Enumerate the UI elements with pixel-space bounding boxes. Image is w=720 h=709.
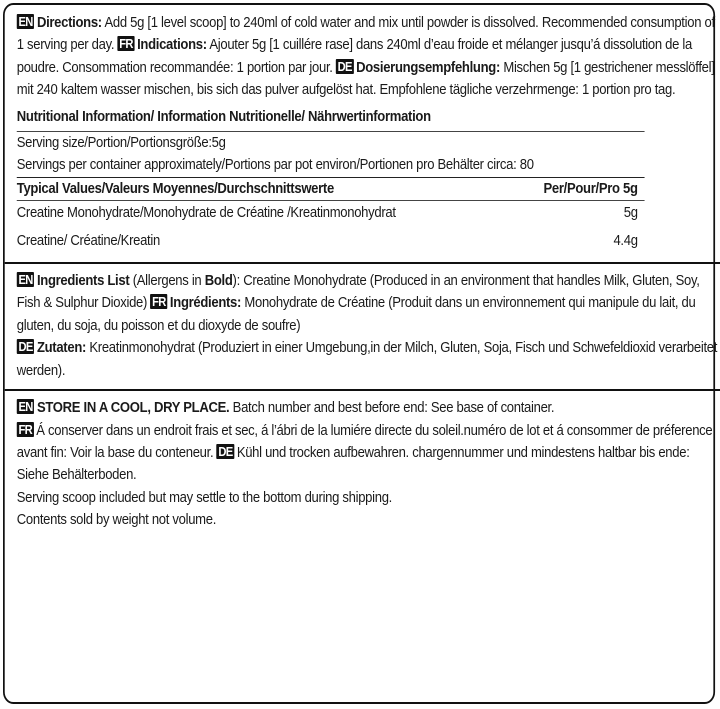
serving-size: Serving size/Portion/Portionsgröße:5g xyxy=(16,134,226,152)
storage-paragraph xyxy=(17,397,720,531)
ingredients-heading-fr: Ingrédients: xyxy=(169,294,242,312)
directions-heading-fr: Indications: xyxy=(137,36,207,54)
directions-heading-de: Dosierungsempfehlung: xyxy=(356,58,501,76)
directions-text-en: Add 5g [1 level scoop] to 240ml of cold water and mix until powder is dissolved. Recommended consumption of 1 serving per day. xyxy=(16,14,715,54)
ingredients-heading-en: Ingredients List xyxy=(36,272,130,290)
row-value: 5g xyxy=(623,204,638,222)
de-language-badge: DE xyxy=(18,339,33,355)
de-language-badge: DE xyxy=(337,58,352,74)
directions-paragraph xyxy=(17,12,720,102)
nutrition-title: Nutritional Information/ Information Nutritionelle/ Nährwertinformation xyxy=(16,107,431,125)
table-row xyxy=(17,202,645,224)
row-value: 4.4g xyxy=(613,231,638,249)
allergen-note-bold: Bold xyxy=(204,272,233,290)
weight-note: Contents sold by weight not volume. xyxy=(16,511,217,529)
table-header-rule xyxy=(17,200,645,201)
directions-heading-en: Directions: xyxy=(36,14,102,31)
de-language-badge: DE xyxy=(218,443,233,459)
fr-language-badge: FR xyxy=(152,294,166,310)
ingredients-text-en: Creatine Monohydrate (Produced in an environment that handles Milk, Gluten, Soy, Fish & Sulphur Dioxide) xyxy=(16,272,700,312)
allergen-note-open: (Allergens in xyxy=(129,272,205,290)
scoop-note: Serving scoop included but may settle to the bottom during shipping. xyxy=(16,488,393,506)
fr-language-badge: FR xyxy=(119,36,133,52)
storage-text-en: Batch number and best before end: See base of container. xyxy=(232,399,555,417)
ingredients-text-fr: Monohydrate de Créatine (Produit dans un environnement qui manipule du lait, du gluten, du soja, du poisson et du dioxyde de soufre) xyxy=(16,294,696,334)
en-language-badge: EN xyxy=(18,399,33,415)
directions-text-de: Mischen 5g [1 gestrichener messlöffel] mit 240 kaltem wasser mischen, bis sich das pulver aufgelöst hat. Empfohlene tägliche verzehrmenge: 1 portion pro tag. xyxy=(16,58,715,99)
row-name: Creatine/ Créatine/Kreatin xyxy=(16,231,160,249)
en-language-badge: EN xyxy=(18,14,33,29)
storage-heading-en: STORE IN A COOL, DRY PLACE. xyxy=(36,399,230,417)
directions-text-fr: Ajouter 5g [1 cuillére rase] dans 240ml d’eau froide et mélanger jusqu’á dissolution de la poudre. Consommation recommandée: 1 portion par jour. xyxy=(16,36,692,76)
section-divider xyxy=(5,389,720,391)
section-divider xyxy=(5,262,720,264)
header-typical-values: Typical Values/Valeurs Moyennes/Durchschnittswerte xyxy=(16,179,334,197)
row-name: Creatine Monohydrate/Monohydrate de Créatine /Kreatinmonohydrat xyxy=(16,204,396,222)
ingredients-paragraph xyxy=(17,270,720,382)
storage-text-fr: Á conserver dans un endroit frais et sec, á l’ábri de la lumiére directe du soleil.numéro de lot et á consommer de préference avant fin: Voir la base du conteneur. xyxy=(16,421,713,461)
allergen-note-close: ): xyxy=(232,272,244,290)
header-per-serving: Per/Pour/Pro 5g xyxy=(543,179,638,197)
servings-per-container: Servings per container approximately/Portions par pot environ/Portionen pro Behälter circa: 80 xyxy=(16,156,534,174)
ingredients-text-de: Kreatinmonohydrat (Produziert in einer Umgebung,in der Milch, Gluten, Soja, Fisch und Schwefeldioxid verarbeitet werden). xyxy=(16,339,718,379)
nutrition-table-header xyxy=(17,178,645,200)
en-language-badge: EN xyxy=(18,272,33,288)
table-row xyxy=(17,230,645,252)
storage-text-de: Kühl und trocken aufbewahren. chargennummer und mindestens haltbar bis ende: Siehe Behälterboden. xyxy=(16,443,690,484)
product-label xyxy=(3,3,718,704)
fr-language-badge: FR xyxy=(18,421,33,437)
ingredients-heading-de: Zutaten: xyxy=(36,339,87,357)
